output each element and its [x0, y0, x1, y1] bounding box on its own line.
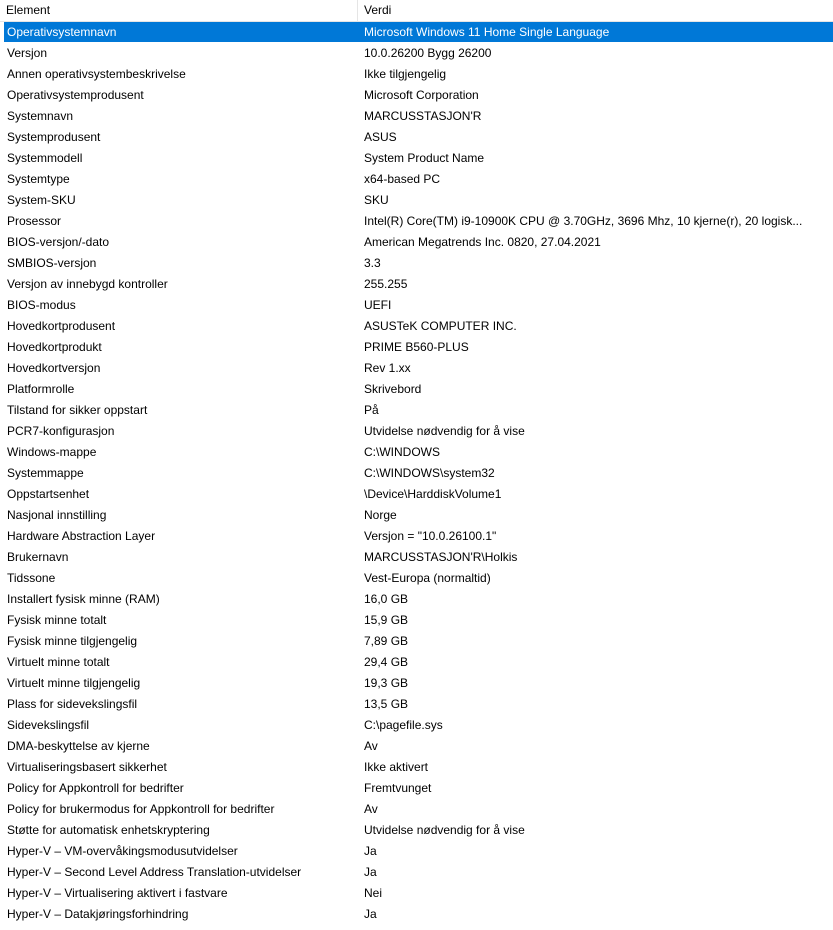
- row-value-cell: Ikke tilgjengelig: [364, 67, 447, 81]
- row-element-cell: Systemtype: [7, 172, 70, 186]
- row-value-cell: SKU: [364, 193, 389, 207]
- row-element-cell: Hovedkortversjon: [7, 361, 101, 375]
- row-element-cell: Operativsystemnavn: [7, 25, 117, 39]
- table-row[interactable]: [0, 505, 833, 526]
- row-element-cell: Policy for brukermodus for Appkontroll for bedrifter: [7, 802, 275, 816]
- row-value-cell: System Product Name: [364, 151, 485, 165]
- row-element-cell: Hyper-V – Virtualisering aktivert i fastvare: [7, 886, 228, 900]
- table-row[interactable]: [0, 190, 833, 211]
- row-element-cell: Tidssone: [7, 571, 56, 585]
- row-value-cell: Rev 1.xx: [364, 361, 411, 375]
- table-row[interactable]: [0, 274, 833, 295]
- row-value-cell: UEFI: [364, 298, 392, 312]
- row-element-cell: Tilstand for sikker oppstart: [7, 403, 148, 417]
- table-row[interactable]: [0, 463, 833, 484]
- row-value-cell: 10.0.26200 Bygg 26200: [364, 46, 492, 60]
- row-element-cell: Systemprodusent: [7, 130, 101, 144]
- table-row[interactable]: [0, 421, 833, 442]
- row-element-cell: PCR7-konfigurasjon: [7, 424, 115, 438]
- table-row[interactable]: [0, 589, 833, 610]
- table-row[interactable]: [0, 694, 833, 715]
- row-element-cell: Windows-mappe: [7, 445, 97, 459]
- row-element-cell: BIOS-modus: [7, 298, 76, 312]
- row-element-cell: Oppstartsenhet: [7, 487, 90, 501]
- table-row[interactable]: [0, 85, 833, 106]
- table-row[interactable]: [0, 799, 833, 820]
- table-row-selected[interactable]: [0, 22, 833, 43]
- row-value-cell: x64-based PC: [364, 172, 441, 186]
- table-row[interactable]: [0, 148, 833, 169]
- row-element-cell: Versjon av innebygd kontroller: [7, 277, 168, 291]
- table-row[interactable]: [0, 64, 833, 85]
- table-row[interactable]: [0, 610, 833, 631]
- row-element-cell: System-SKU: [7, 193, 76, 207]
- row-element-cell: Støtte for automatisk enhetskryptering: [7, 823, 210, 837]
- row-value-cell: Norge: [364, 508, 397, 522]
- row-value-cell: Ikke aktivert: [364, 760, 429, 774]
- column-header-value[interactable]: Verdi: [364, 3, 392, 17]
- table-row[interactable]: [0, 295, 833, 316]
- row-element-cell: Hovedkortprodukt: [7, 340, 102, 354]
- row-value-cell: 15,9 GB: [364, 613, 409, 627]
- table-row[interactable]: [0, 568, 833, 589]
- row-value-cell: ASUSTeK COMPUTER INC.: [364, 319, 517, 333]
- row-value-cell: Vest-Europa (normaltid): [364, 571, 491, 585]
- row-value-cell: Microsoft Windows 11 Home Single Language: [364, 25, 610, 39]
- table-row[interactable]: [0, 904, 833, 925]
- table-row[interactable]: [0, 169, 833, 190]
- row-element-cell: Virtualiseringsbasert sikkerhet: [7, 760, 167, 774]
- row-value-cell: Intel(R) Core(TM) i9-10900K CPU @ 3.70GHz, 3696 Mhz, 10 kjerne(r), 20 logisk...: [364, 214, 803, 228]
- row-element-cell: Virtuelt minne totalt: [7, 655, 110, 669]
- row-value-cell: American Megatrends Inc. 0820, 27.04.2021: [364, 235, 601, 249]
- row-value-cell: 3.3: [364, 256, 381, 270]
- row-value-cell: Utvidelse nødvendig for å vise: [364, 424, 525, 438]
- row-value-cell: \Device\HarddiskVolume1: [364, 487, 502, 501]
- row-value-cell: C:\WINDOWS: [364, 445, 440, 459]
- column-header: [0, 0, 833, 22]
- row-value-cell: Ja: [364, 907, 377, 921]
- table-row[interactable]: [0, 253, 833, 274]
- row-element-cell: Annen operativsystembeskrivelse: [7, 67, 186, 81]
- row-element-cell: Versjon: [7, 46, 48, 60]
- table-row[interactable]: [0, 106, 833, 127]
- row-value-cell: 16,0 GB: [364, 592, 409, 606]
- row-element-cell: Hyper-V – VM-overvåkingsmodusutvidelser: [7, 844, 238, 858]
- table-row[interactable]: [0, 673, 833, 694]
- table-row[interactable]: [0, 232, 833, 253]
- row-value-cell: Versjon = "10.0.26100.1": [364, 529, 497, 543]
- table-row[interactable]: [0, 652, 833, 673]
- row-value-cell: PRIME B560-PLUS: [364, 340, 469, 354]
- column-header-element[interactable]: Element: [0, 0, 358, 21]
- table-row[interactable]: [0, 337, 833, 358]
- row-element-cell: Nasjonal innstilling: [7, 508, 107, 522]
- row-value-cell: Av: [364, 739, 378, 753]
- row-value-cell: C:\WINDOWS\system32: [364, 466, 495, 480]
- row-element-cell: BIOS-versjon/-dato: [7, 235, 110, 249]
- row-element-cell: Plass for sidevekslingsfil: [7, 697, 138, 711]
- row-value-cell: Ja: [364, 865, 377, 879]
- table-row[interactable]: [0, 43, 833, 64]
- table-row[interactable]: [0, 778, 833, 799]
- table-row[interactable]: [0, 757, 833, 778]
- table-row[interactable]: [0, 631, 833, 652]
- table-row[interactable]: [0, 127, 833, 148]
- row-element-cell: Fysisk minne tilgjengelig: [7, 634, 138, 648]
- table-row[interactable]: [0, 484, 833, 505]
- table-row[interactable]: [0, 442, 833, 463]
- row-value-cell: 13,5 GB: [364, 697, 409, 711]
- row-element-cell: Installert fysisk minne (RAM): [7, 592, 160, 606]
- row-value-cell: På: [364, 403, 379, 417]
- row-element-cell: Policy for Appkontroll for bedrifter: [7, 781, 184, 795]
- row-element-cell: Fysisk minne totalt: [7, 613, 107, 627]
- table-row[interactable]: [0, 526, 833, 547]
- row-value-cell: 255.255: [364, 277, 408, 291]
- list-rows: [0, 22, 833, 925]
- table-row[interactable]: [0, 883, 833, 904]
- row-element-cell: Systemmappe: [7, 466, 84, 480]
- table-row[interactable]: [0, 211, 833, 232]
- row-value-cell: Ja: [364, 844, 377, 858]
- row-element-cell: Brukernavn: [7, 550, 69, 564]
- row-value-cell: MARCUSSTASJON'R: [364, 109, 482, 123]
- row-element-cell: Systemmodell: [7, 151, 83, 165]
- row-element-cell: Virtuelt minne tilgjengelig: [7, 676, 141, 690]
- table-row[interactable]: [0, 715, 833, 736]
- row-element-cell: DMA-beskyttelse av kjerne: [7, 739, 150, 753]
- row-value-cell: 19,3 GB: [364, 676, 409, 690]
- row-value-cell: Microsoft Corporation: [364, 88, 479, 102]
- table-row[interactable]: [0, 820, 833, 841]
- table-row[interactable]: [0, 400, 833, 421]
- row-value-cell: 7,89 GB: [364, 634, 409, 648]
- row-value-cell: ASUS: [364, 130, 397, 144]
- table-row[interactable]: [0, 316, 833, 337]
- row-value-cell: C:\pagefile.sys: [364, 718, 443, 732]
- row-value-cell: Fremtvunget: [364, 781, 432, 795]
- row-element-cell: Hyper-V – Datakjøringsforhindring: [7, 907, 189, 921]
- table-row[interactable]: [0, 358, 833, 379]
- row-element-cell: Platformrolle: [7, 382, 75, 396]
- table-row[interactable]: [0, 862, 833, 883]
- table-row[interactable]: [0, 841, 833, 862]
- row-element-cell: Sidevekslingsfil: [7, 718, 90, 732]
- row-element-cell: Systemnavn: [7, 109, 74, 123]
- row-element-cell: Hovedkortprodusent: [7, 319, 116, 333]
- row-element-cell: SMBIOS-versjon: [7, 256, 97, 270]
- row-value-cell: MARCUSSTASJON'R\Holkis: [364, 550, 518, 564]
- table-row[interactable]: [0, 547, 833, 568]
- row-element-cell: Prosessor: [7, 214, 62, 228]
- row-value-cell: Skrivebord: [364, 382, 422, 396]
- row-element-cell: Operativsystemprodusent: [7, 88, 144, 102]
- row-element-cell: Hardware Abstraction Layer: [7, 529, 156, 543]
- table-row[interactable]: [0, 736, 833, 757]
- row-element-cell: Hyper-V – Second Level Address Translation-utvidelser: [7, 865, 302, 879]
- table-row[interactable]: [0, 379, 833, 400]
- row-value-cell: 29,4 GB: [364, 655, 409, 669]
- row-value-cell: Nei: [364, 886, 383, 900]
- row-value-cell: Av: [364, 802, 378, 816]
- row-value-cell: Utvidelse nødvendig for å vise: [364, 823, 525, 837]
